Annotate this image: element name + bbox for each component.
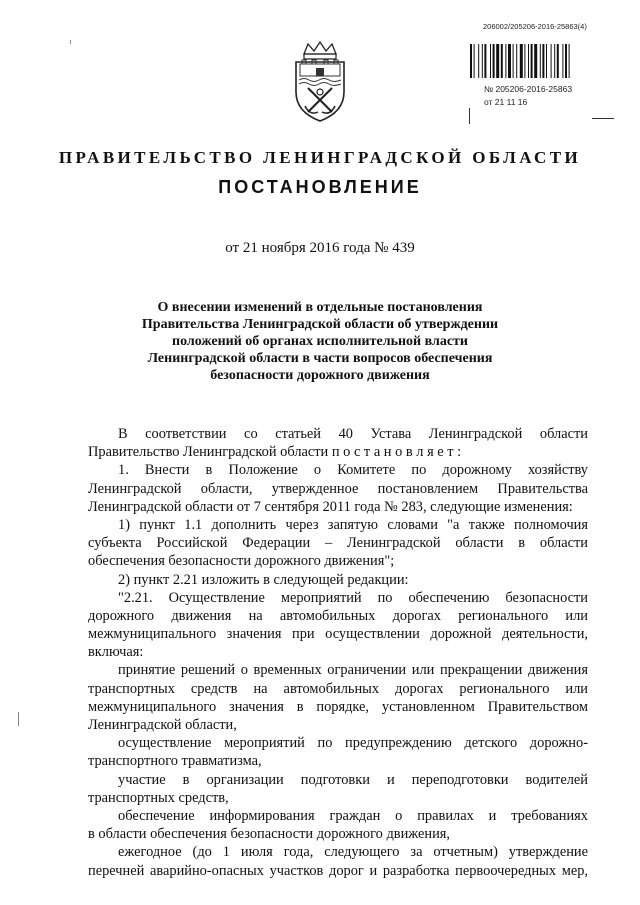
margin-tick — [592, 118, 614, 119]
body-line: осуществление мероприятий по предупреждению детского дорожно- — [118, 735, 588, 752]
subject-line: положений об органах исполнительной власти — [172, 334, 468, 349]
body-line: 1) пункт 1.1 дополнить через запятую словами "а также полномочия — [118, 516, 588, 533]
body-line: Ленинградской области от 7 сентября 2011 года № 283, следующие изменения: — [88, 498, 573, 515]
body-line: включая: — [88, 644, 144, 661]
body-line: В соответствии со статьей 40 Устава Ленинградской области — [118, 426, 588, 442]
subject-line: Правительства Ленинградской области об утверждении — [141, 317, 499, 332]
decree-body — [88, 425, 588, 880]
body-line: транспортных средств на автомобильных дорогах регионального или — [88, 680, 588, 697]
document-id: 206002/205206-2016-25863(4) — [483, 22, 587, 31]
decree-date-number: от 21 ноября 2016 года № 439 — [225, 240, 415, 256]
body-line: перечней аварийно-опасных участков дорог и разработка первоочередных мер, — [88, 862, 588, 879]
body-line: транспортных средств, — [88, 789, 229, 806]
registration-number: № 205206-2016-25863 — [484, 84, 573, 94]
body-line: Правительство Ленинградской области п о с т а н о в л я е т : — [88, 444, 462, 461]
body-line: Ленинградской области, — [88, 717, 237, 733]
body-line: транспортного травматизма, — [88, 753, 262, 770]
body-line: межмуниципального значения при осуществлении дорожной деятельности, — [88, 626, 588, 643]
body-line: "2.21. Осуществление мероприятий по обеспечению безопасности — [118, 589, 588, 606]
decree-title: ПОСТАНОВЛЕНИЕ — [218, 177, 422, 197]
decree-subject — [130, 299, 510, 384]
scan-artifact — [18, 712, 19, 726]
registration-date: от 21 11 16 — [484, 97, 528, 107]
body-line: принятие решений о временных ограничении или прекращении движения — [118, 662, 588, 679]
body-line: ежегодное (до 1 июля года, следующего за отчетным) утверждение — [118, 844, 588, 861]
body-line: Ленинградской области, утвержденное постановлением Правительства — [88, 480, 588, 497]
body-line: 1. Внести в Положение о Комитете по дорожному хозяйству — [118, 462, 588, 479]
government-title: ПРАВИТЕЛЬСТВО ЛЕНИНГРАДСКОЙ ОБЛАСТИ — [58, 148, 582, 167]
subject-line: О внесении изменений в отдельные постановления — [157, 300, 483, 315]
body-line: межмуниципального значения в порядке, установленном Правительством — [88, 698, 588, 715]
margin-tick — [469, 108, 470, 124]
subject-line: безопасности дорожного движения — [210, 368, 430, 383]
scan-artifact — [70, 40, 71, 44]
body-line: дорожного движения на автомобильных дорогах регионального или — [88, 607, 588, 624]
coat-of-arms-icon — [290, 40, 350, 124]
body-line: обеспечения безопасности дорожного движения"; — [88, 553, 395, 570]
subject-line: Ленинградской области в части вопросов обеспечения — [147, 351, 493, 366]
body-line: субъекта Российской Федерации – Ленинградской области в области — [88, 535, 588, 552]
body-line: участие в организации подготовки и переподготовки водителей — [118, 771, 588, 788]
body-line: 2) пункт 2.21 изложить в следующей редакции: — [118, 571, 409, 588]
body-line: в области обеспечения безопасности дорожного движения, — [88, 826, 451, 843]
barcode-icon — [470, 44, 618, 78]
body-line: обеспечение информирования граждан о правилах и требованиях — [118, 807, 588, 824]
